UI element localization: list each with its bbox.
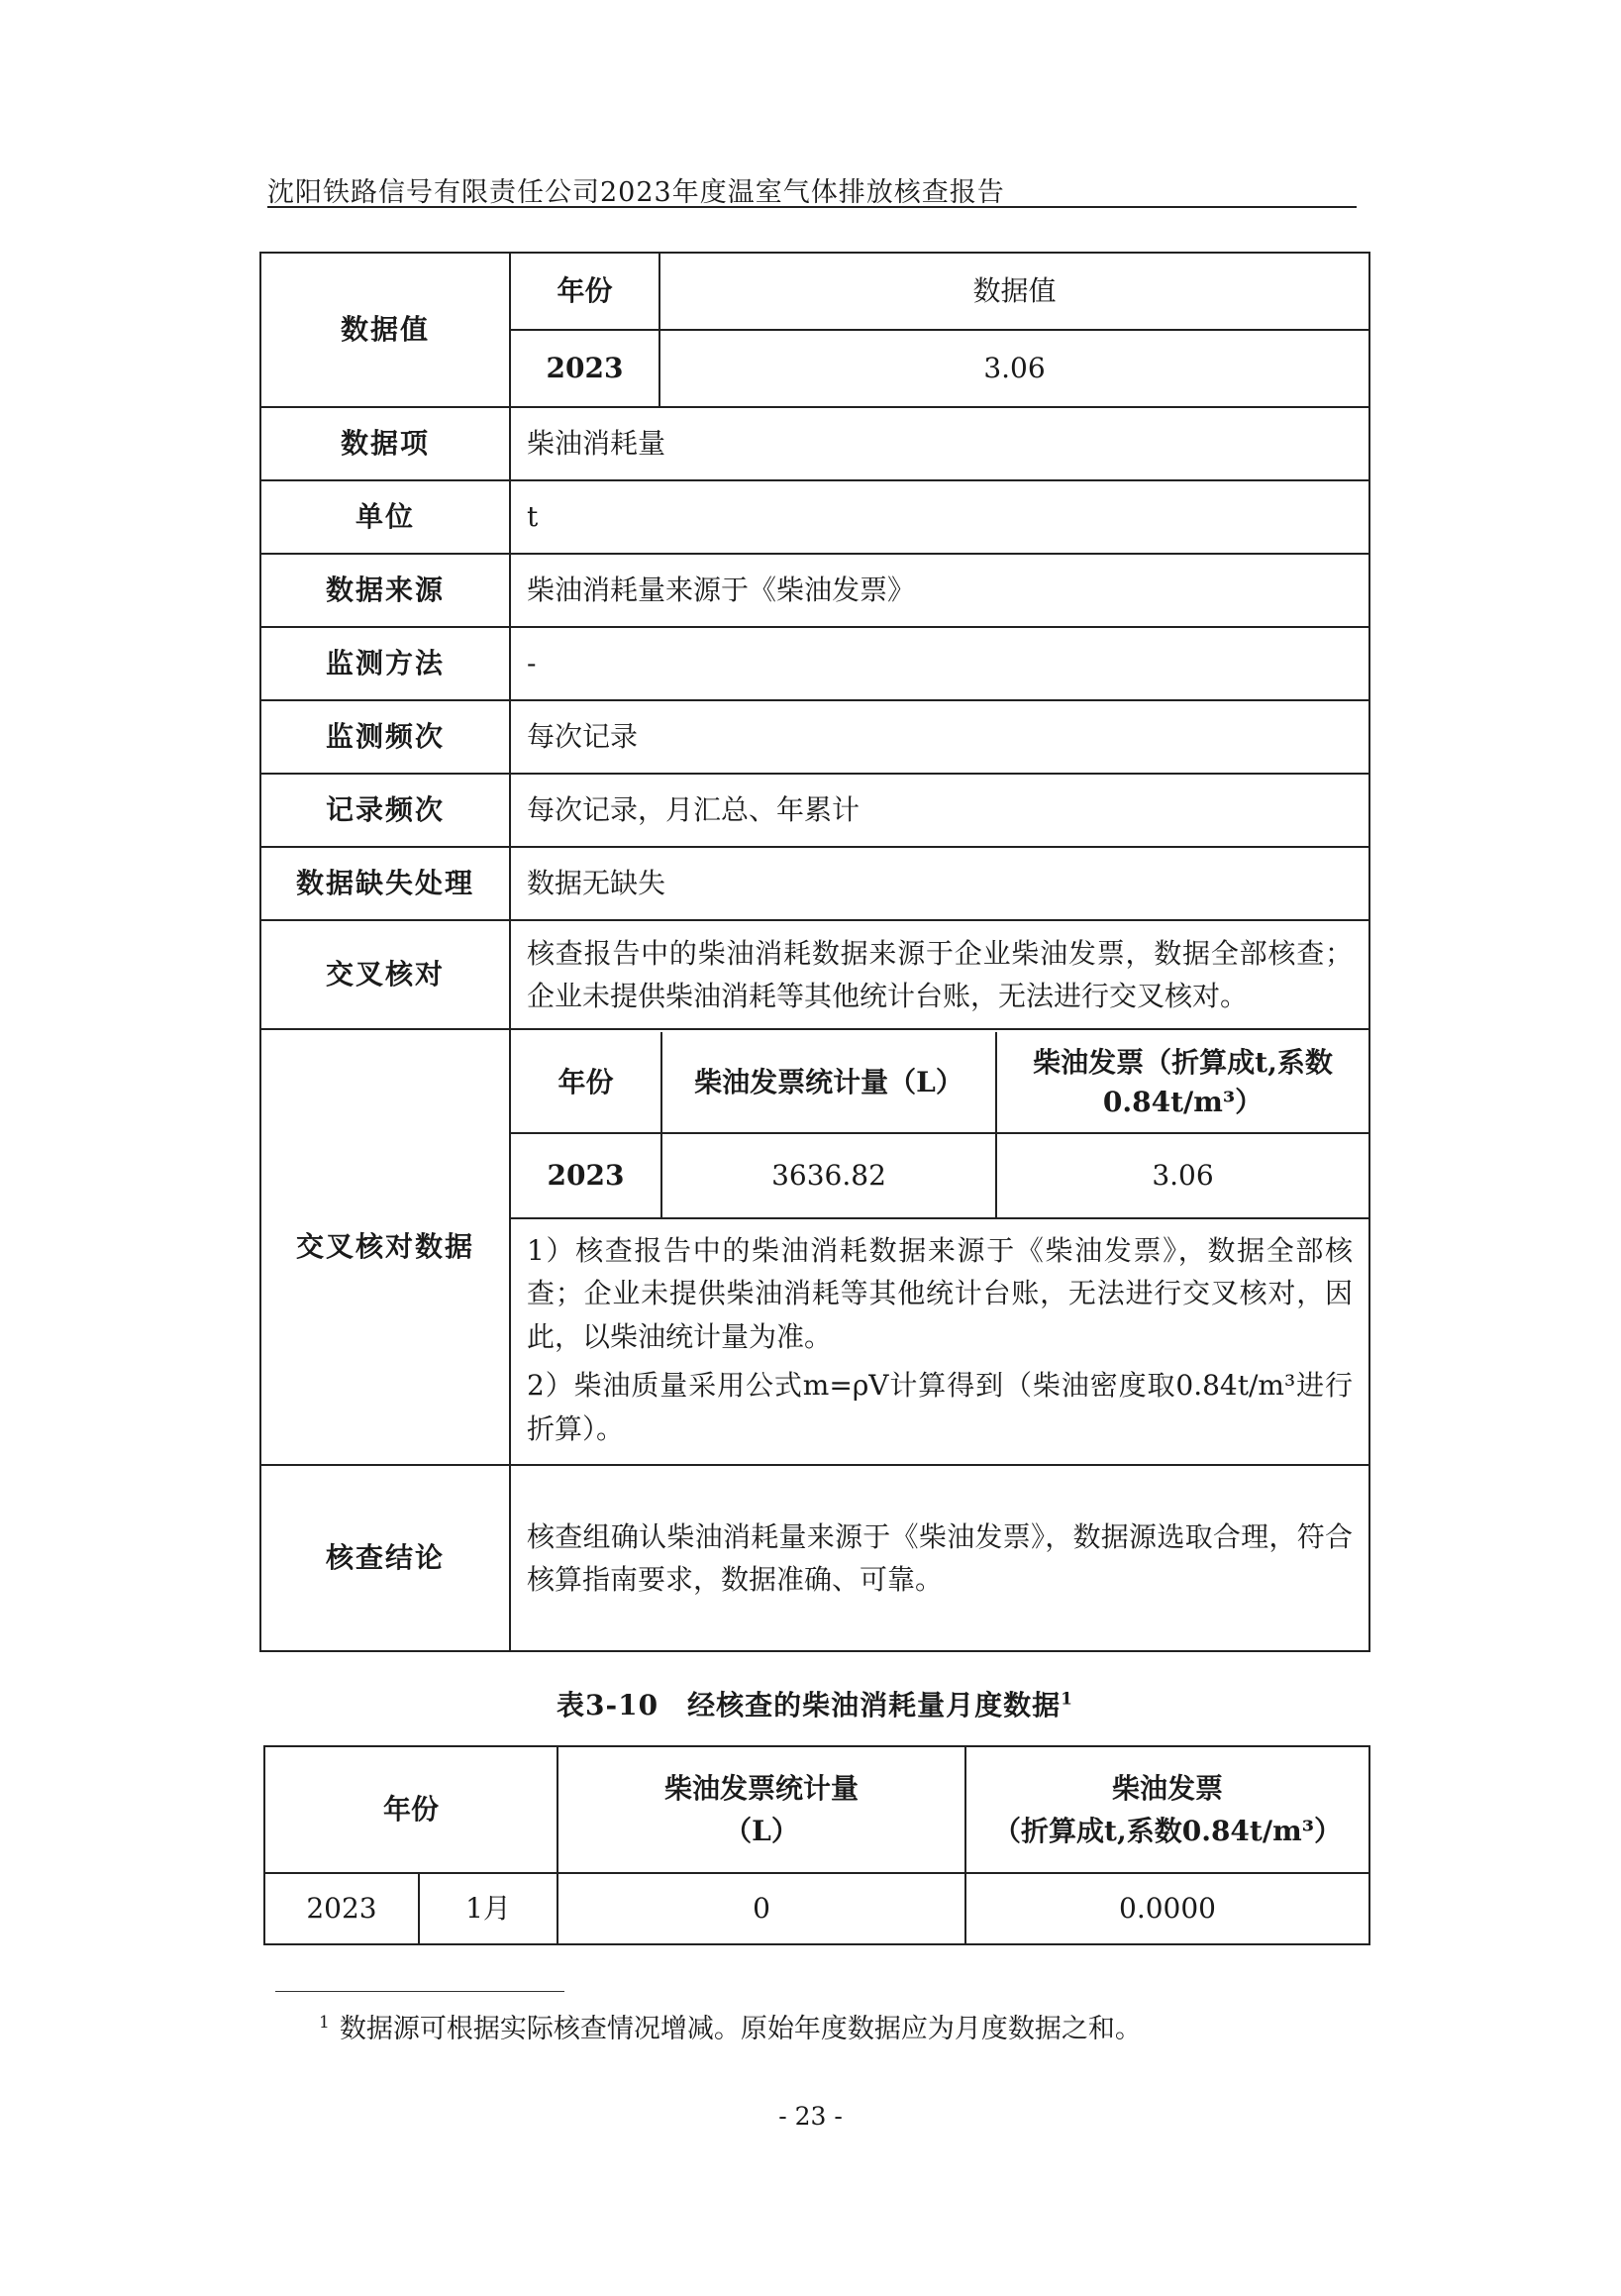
t-cell: 0.0000 <box>965 1873 1369 1944</box>
row-value: 柴油消耗量来源于《柴油发票》 <box>510 554 1369 627</box>
t-header: 柴油发票 （折算成t,系数0.84t/m³） <box>965 1746 1369 1873</box>
subtable-cell: 3636.82 <box>661 1133 996 1218</box>
data-value-subtable <box>511 254 1368 406</box>
subtable-cell: 3.06 <box>996 1133 1368 1218</box>
footnote <box>319 2007 1142 2045</box>
page-number: - 23 - <box>778 2102 843 2131</box>
table-row <box>511 254 1368 330</box>
caption-text: 表3-10 经核查的柴油消耗量月度数据 <box>557 1689 1062 1722</box>
conclusion-value: 核查组确认柴油消耗量来源于《柴油发票》，数据源选取合理，符合核算指南要求，数据准确、可靠。 <box>510 1465 1369 1651</box>
table-row <box>260 774 1369 847</box>
value-header: 数据值 <box>659 254 1368 330</box>
table-row <box>511 1218 1368 1462</box>
diesel-consumption-table <box>259 252 1370 1652</box>
cross-check-note: 2）柴油质量采用公式m=ρV计算得到（柴油密度取0.84t/m³进行折算）。 <box>527 1369 1353 1445</box>
qty-cell: 0 <box>557 1873 965 1944</box>
row-value: 每次记录，月汇总、年累计 <box>510 774 1369 847</box>
monthly-data-table <box>263 1745 1370 1945</box>
table-row <box>260 1029 1369 1465</box>
row-label: 单位 <box>260 480 510 554</box>
table-row <box>264 1873 1369 1944</box>
subtable-cell: 2023 <box>511 1133 661 1218</box>
cross-check-note: 1）核查报告中的柴油消耗数据来源于《柴油发票》，数据全部核查；企业未提供柴油消耗等其他统计台账，无法进行交叉核对，因此，以柴油统计量为准。 <box>527 1234 1353 1353</box>
row-value: t <box>510 480 1369 554</box>
month-cell: 1月 <box>419 1873 557 1944</box>
row-value: 每次记录 <box>510 700 1369 774</box>
footnote-mark: 1 <box>319 2013 330 2033</box>
header-divider <box>267 206 1357 208</box>
table-row <box>511 330 1368 406</box>
row-value: 数据无缺失 <box>510 847 1369 920</box>
year-cell: 2023 <box>511 330 659 406</box>
row-label: 数据项 <box>260 407 510 480</box>
footnote-text: 数据源可根据实际核查情况增减。原始年度数据应为月度数据之和。 <box>339 2014 1142 2044</box>
conclusion-label: 核查结论 <box>260 1465 510 1651</box>
row-label: 数据来源 <box>260 554 510 627</box>
table-row <box>260 920 1369 1029</box>
table-caption <box>259 1684 1370 1723</box>
subtable-header: 柴油发票（折算成t,系数0.84t/m³） <box>996 1032 1368 1133</box>
row-value: 核查报告中的柴油消耗数据来源于企业柴油发票，数据全部核查；企业未提供柴油消耗等其他统计台账，无法进行交叉核对。 <box>510 920 1369 1029</box>
row-label: 数据缺失处理 <box>260 847 510 920</box>
table-row <box>260 627 1369 700</box>
table-row <box>511 1133 1368 1218</box>
year-header: 年份 <box>511 254 659 330</box>
data-value-label: 数据值 <box>260 253 510 407</box>
table-row <box>264 1746 1369 1873</box>
subtable-header: 年份 <box>511 1032 661 1133</box>
row-label: 监测方法 <box>260 627 510 700</box>
year-header: 年份 <box>264 1746 557 1873</box>
table-row <box>260 847 1369 920</box>
row-label: 监测频次 <box>260 700 510 774</box>
row-label: 记录频次 <box>260 774 510 847</box>
qty-header: 柴油发票统计量 （L） <box>557 1746 965 1873</box>
row-value: 柴油消耗量 <box>510 407 1369 480</box>
row-label: 交叉核对 <box>260 920 510 1029</box>
table-row <box>260 480 1369 554</box>
row-value: - <box>510 627 1369 700</box>
table-row <box>260 554 1369 627</box>
year-cell: 2023 <box>264 1873 419 1944</box>
table-row <box>511 1032 1368 1133</box>
cross-check-subtable <box>511 1032 1368 1462</box>
page-header: 沈阳铁路信号有限责任公司2023年度温室气体排放核查报告 <box>267 177 1005 208</box>
caption-footnote-mark: 1 <box>1061 1689 1073 1710</box>
cross-check-data-label: 交叉核对数据 <box>260 1029 510 1465</box>
table-row <box>260 700 1369 774</box>
value-cell: 3.06 <box>983 352 1046 385</box>
table-row <box>260 1465 1369 1651</box>
table-row <box>260 253 1369 407</box>
footnote-divider <box>275 1991 564 1992</box>
table-row <box>260 407 1369 480</box>
subtable-header: 柴油发票统计量（L） <box>661 1032 996 1133</box>
